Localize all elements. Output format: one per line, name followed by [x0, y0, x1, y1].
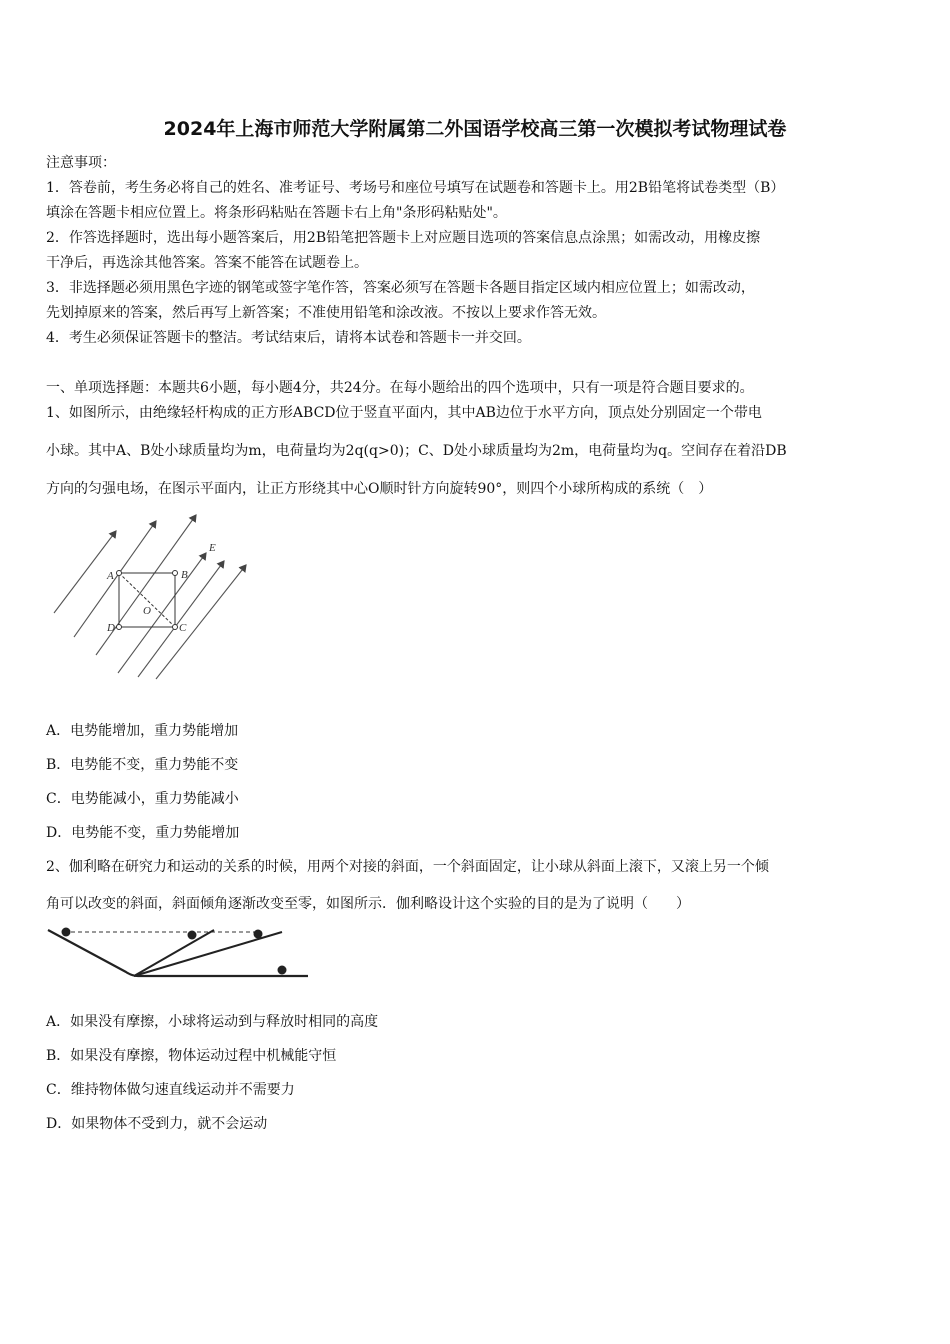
q2-option-d: D．如果物体不受到力，就不会运动	[46, 1116, 268, 1132]
q1-option-b: B．电势能不变，重力势能不变	[46, 757, 239, 773]
ball-shallow	[254, 930, 263, 939]
ball-b	[173, 571, 178, 576]
incline-shallow	[134, 932, 282, 976]
ball-steep	[188, 931, 197, 940]
q1-stem-line: 1、如图所示，由绝缘轻杆构成的正方形ABCD位于竖直平面内，其中AB边位于水平方向，顶点处分别固定一个带电	[46, 405, 762, 421]
q2-option-c: C．维持物体做匀速直线运动并不需要力	[46, 1082, 295, 1098]
ball-c	[173, 625, 178, 630]
q1-option-d: D．电势能不变，重力势能增加	[46, 825, 240, 841]
notice-item: 先划掉原来的答案，然后再写上新答案；不准使用铅笔和涂改液。不按以上要求作答无效。	[46, 305, 606, 321]
label-b: B	[181, 569, 188, 581]
page-title: 2024年上海市师范大学附属第二外国语学校高三第一次模拟考试物理试卷	[163, 118, 787, 140]
ball-flat	[278, 966, 287, 975]
q2-stem-line: 角可以改变的斜面，斜面倾角逐渐改变至零，如图所示．伽利略设计这个实验的目的是为了说明（ ）	[46, 896, 690, 912]
q2-option-a: A．如果没有摩擦，小球将运动到与释放时相同的高度	[46, 1014, 379, 1030]
notice-item: 干净后，再选涂其他答案。答案不能答在试题卷上。	[46, 255, 368, 271]
q2-stem-line: 2、伽利略在研究力和运动的关系的时候，用两个对接的斜面，一个斜面固定，让小球从斜面上滚下，又滚上另一个倾	[46, 859, 769, 875]
notice-item: 2．作答选择题时，选出每小题答案后，用2B铅笔把答题卡上对应题目选项的答案信息点涂黑；如需改动，用橡皮擦	[46, 230, 761, 246]
label-o: O	[143, 605, 151, 617]
q1-option-a: A．电势能增加，重力势能增加	[46, 723, 239, 739]
notice-item: 4．考生必须保证答题卡的整洁。考试结束后，请将本试卷和答题卡一并交回。	[46, 330, 531, 346]
label-d: D	[107, 622, 115, 634]
notice-item: 1．答卷前，考生务必将自己的姓名、准考证号、考场号和座位号填写在试题卷和答题卡上。用2B铅笔将试卷类型（B）	[46, 180, 785, 196]
q1-stem-line: 小球。其中A、B处小球质量均为m，电荷量均为2q(q>0)；C、D处小球质量均为2m，电荷量均为q。空间存在着沿DB	[46, 443, 787, 459]
q2-figure	[46, 922, 316, 982]
ball-d	[117, 625, 122, 630]
notice-item: 3．非选择题必须用黑色字迹的钢笔或签字笔作答，答案必须写在答题卡各题目指定区域内相应位置上；如需改动，	[46, 280, 755, 296]
field-line	[118, 553, 206, 673]
label-a: A	[107, 570, 114, 582]
ball-a	[117, 571, 122, 576]
ball-start	[62, 928, 71, 937]
q1-option-c: C．电势能减小，重力势能减小	[46, 791, 239, 807]
diagonal-ac	[119, 573, 175, 627]
q2-option-b: B．如果没有摩擦，物体运动过程中机械能守恒	[46, 1048, 337, 1064]
field-line	[74, 521, 156, 637]
section-heading: 一、单项选择题：本题共6小题，每小题4分，共24分。在每小题给出的四个选项中，只有一项是符合题目要求的。	[46, 380, 754, 396]
q1-figure	[46, 505, 276, 685]
q1-stem-line: 方向的匀强电场，在图示平面内，让正方形绕其中心O顺时针方向旋转90°，则四个小球所构成的系统（ ）	[46, 481, 713, 497]
notice-heading: 注意事项：	[46, 155, 116, 171]
label-c: C	[179, 622, 187, 634]
incline-steep	[134, 930, 214, 976]
notice-item: 填涂在答题卡相应位置上。将条形码粘贴在答题卡右上角"条形码粘贴处"。	[46, 205, 507, 221]
label-e: E	[209, 542, 216, 554]
